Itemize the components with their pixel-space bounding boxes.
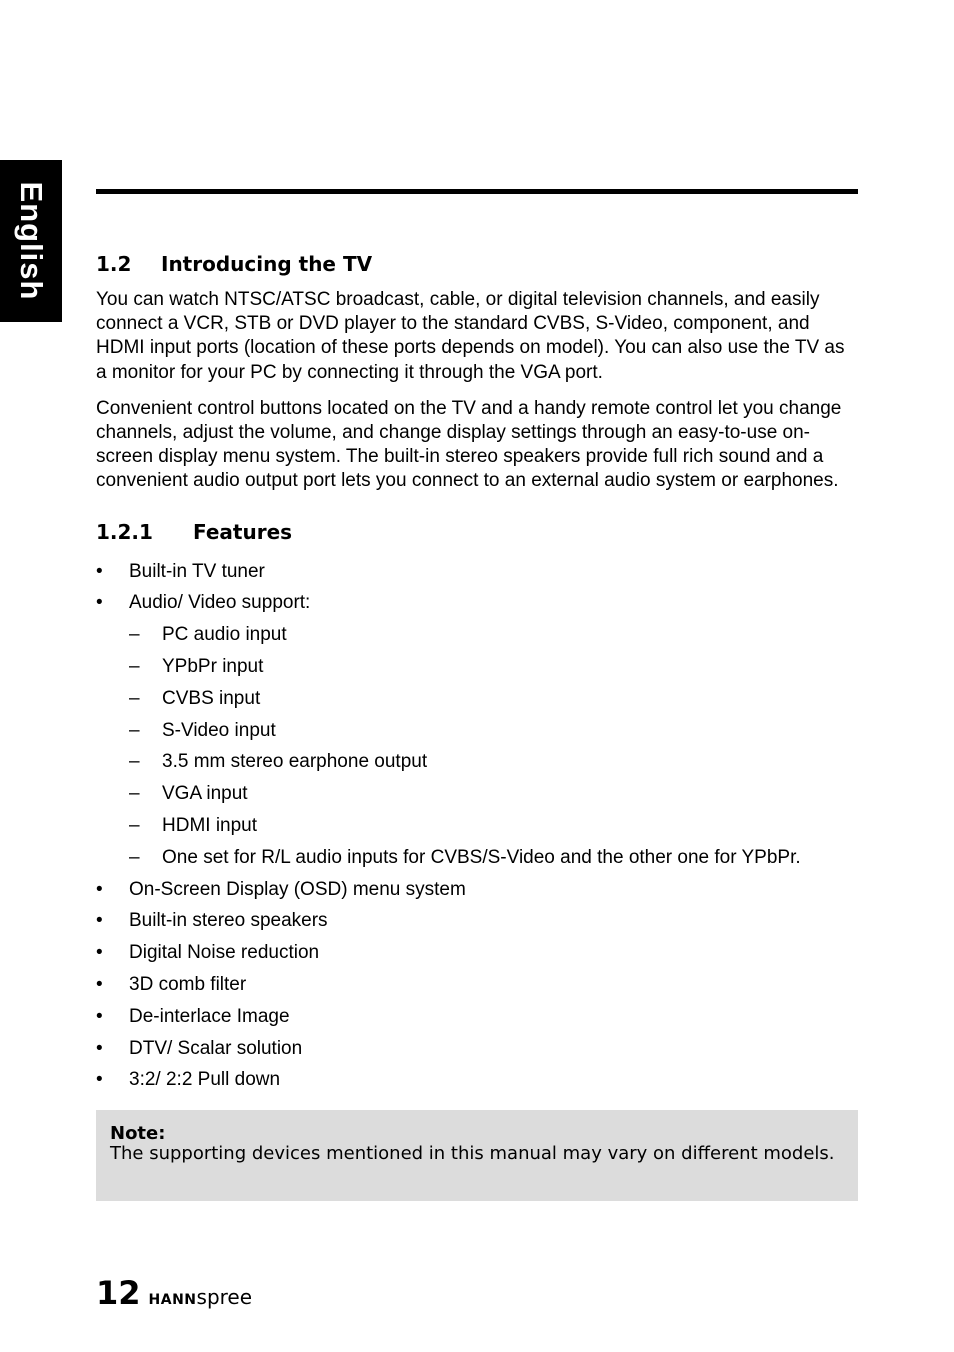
feature-sub-item: – One set for R/L audio inputs for CVBS/S-Video and the other one for YPbPr. (96, 842, 858, 874)
language-tab-label: English (14, 181, 49, 301)
feature-item: • De-interlace Image (96, 1001, 858, 1033)
bullet-marker: • (96, 1037, 103, 1059)
dash-marker: – (129, 846, 140, 868)
note-box (96, 1110, 858, 1201)
feature-item: • Audio/ Video support: (96, 587, 858, 619)
page-number: 12 (96, 1274, 141, 1312)
bullet-marker: • (96, 1005, 103, 1027)
note-text: The supporting devices mentioned in this manual may vary on different models. (110, 1143, 835, 1164)
feature-item: • Built-in TV tuner (96, 556, 858, 588)
language-tab (0, 160, 62, 322)
dash-marker: – (129, 783, 140, 805)
bullet-marker: • (96, 973, 103, 995)
page-footer (96, 1274, 252, 1312)
intro-paragraph-2: Convenient control buttons located on the TV and a handy remote control let you change channels, adjust the volume, and change display settings through an easy-to-use on-screen display menu system. The built-in stereo speakers provide full rich sound and a convenient audio output port lets you connect to an external audio system or earphones. (96, 397, 842, 492)
feature-item: • 3:2/ 2:2 Pull down (96, 1064, 858, 1096)
bullet-marker: • (96, 592, 103, 614)
note-title: Note: (110, 1123, 166, 1144)
brand-logo-light: spree (196, 1285, 253, 1309)
feature-sub-item: – 3.5 mm stereo earphone output (96, 746, 858, 778)
dash-marker: – (129, 656, 140, 678)
dash-marker: – (129, 687, 140, 709)
dash-marker: – (129, 815, 140, 836)
main-content (96, 250, 858, 1096)
feature-item: • Built-in stereo speakers (96, 905, 858, 937)
section-title: Introducing the TV (161, 252, 373, 276)
feature-sub-item: – YPbPr input (96, 651, 858, 683)
dash-marker: – (129, 719, 140, 741)
subsection-number: 1.2.1 (96, 519, 153, 544)
feature-sub-item: – PC audio input (96, 619, 858, 651)
feature-sub-item: – VGA input (96, 778, 858, 810)
bullet-marker: • (96, 560, 103, 582)
feature-item: • 3D comb filter (96, 969, 858, 1001)
section-number: 1.2 (96, 252, 132, 276)
dash-marker: – (129, 751, 140, 773)
feature-item: • On-Screen Display (OSD) menu system (96, 874, 858, 906)
bullet-marker: • (96, 910, 103, 932)
feature-sub-item: – CVBS input (96, 683, 858, 715)
subsection-heading (96, 518, 858, 546)
bullet-marker: • (96, 1069, 103, 1091)
feature-item: • DTV/ Scalar solution (96, 1033, 858, 1065)
feature-sub-item: – S-Video input (96, 715, 858, 747)
header-rule (96, 189, 858, 194)
section-heading (96, 250, 858, 278)
feature-item: • Digital Noise reduction (96, 937, 858, 969)
intro-paragraph-1: You can watch NTSC/ATSC broadcast, cable, or digital television channels, and easily connect a VCR, STB or DVD player to the standard CVBS, S-Video, component, and HDMI input ports (location of these ports depends on model). You can also use the TV as a monitor for your PC by connecting it through the VGA port. (96, 289, 845, 383)
subsection-title: Features (193, 519, 293, 544)
dash-marker: – (129, 624, 140, 646)
feature-sub-item: – HDMI input (96, 810, 858, 842)
brand-logo (149, 1285, 253, 1309)
bullet-marker: • (96, 942, 103, 964)
feature-list (96, 556, 858, 1097)
bullet-marker: • (96, 878, 103, 900)
brand-logo-bold: HANN (148, 1292, 197, 1308)
